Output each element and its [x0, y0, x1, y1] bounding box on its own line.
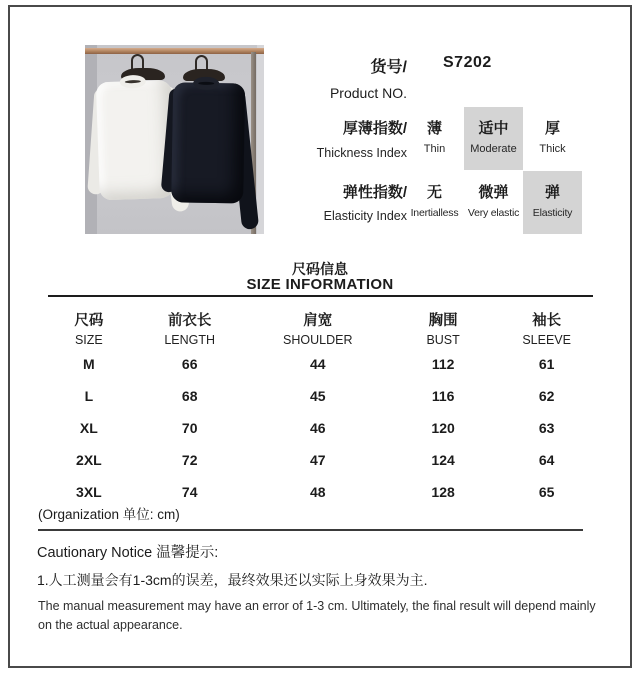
notice-line-en-1: The manual measurement may have an error of 1-3 cm. Ultimately, the final result will depend mainly	[38, 599, 596, 613]
thickness-label-en: Thickness Index	[316, 146, 407, 160]
table-bottom-divider	[38, 529, 583, 531]
thickness-option-moderate: 适中 Moderate	[464, 107, 523, 170]
product-photo	[85, 45, 264, 234]
thickness-option-thick: 厚 Thick	[539, 120, 566, 155]
title-divider	[48, 295, 593, 297]
elasticity-option-none: 无 Inertialless	[410, 184, 459, 219]
product-no-value: S7202	[443, 54, 492, 71]
table-row: 2XL 72 47 124 64	[76, 452, 555, 468]
hanger-hook-icon	[195, 55, 208, 70]
table-row: XL 70 46 120 63	[79, 420, 555, 436]
notice-line-en-2: on the actual appearance.	[38, 618, 183, 632]
notice-line-cn: 1.人工测量会有1-3cm的误差，最终效果还以实际上身效果为主.	[37, 572, 428, 588]
elasticity-label-en: Elasticity Index	[323, 209, 407, 223]
table-row: M 66 44 112 61	[83, 356, 555, 372]
product-no-label-cn: 货号/	[370, 59, 407, 76]
unit-note: (Organization 单位: cm)	[38, 507, 180, 522]
table-row: 3XL 74 48 128 65	[76, 484, 555, 500]
thickness-option-thin: 薄 Thin	[423, 120, 446, 155]
product-no-label-en: Product NO.	[329, 85, 407, 101]
black-sweater	[164, 72, 264, 234]
elasticity-label-cn: 弹性指数/	[342, 184, 407, 201]
black-sweater-body	[171, 82, 245, 203]
table-row: L 68 45 116 62	[84, 388, 555, 404]
elasticity-option-slight: 微弹 Very elastic	[467, 184, 520, 219]
size-table-header: 尺码 SIZE 前衣长 LENGTH 肩宽 SHOULDER 胸围 BUST 袖长 SLEEVE	[74, 313, 571, 347]
thickness-label-cn: 厚薄指数/	[342, 120, 407, 137]
hanger-hook-icon	[131, 54, 144, 69]
black-sweater-neckline	[193, 77, 219, 90]
elasticity-option-elastic: 弹 Elasticity	[523, 171, 582, 234]
notice-title: Cautionary Notice 温馨提示:	[37, 545, 219, 561]
size-info-title-cn: 尺码信息	[292, 261, 348, 277]
size-info-title-en: SIZE INFORMATION	[246, 276, 394, 293]
